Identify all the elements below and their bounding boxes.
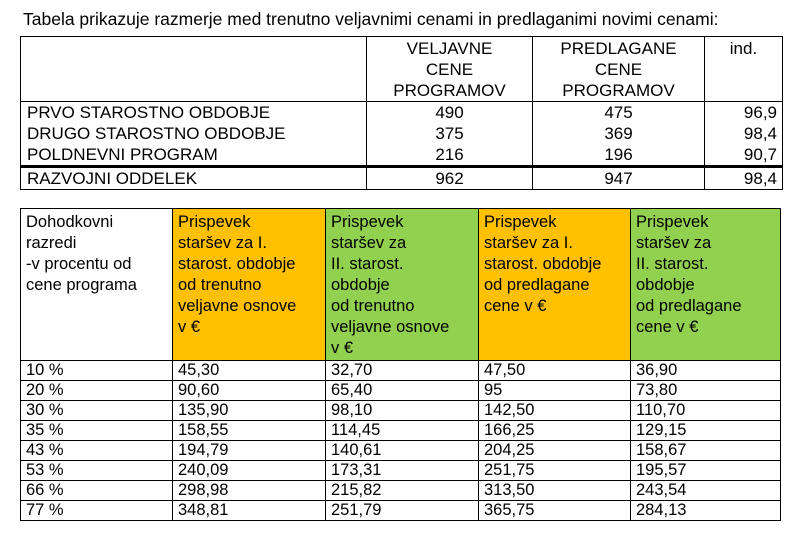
first-age-current-cell: 158,55: [173, 421, 326, 441]
table-row: [21, 123, 783, 144]
income-bracket-cell: 77 %: [21, 501, 173, 521]
table-row: [21, 381, 781, 401]
row-label: POLDNEVNI PROGRAM: [21, 144, 367, 167]
table-row: [21, 441, 781, 461]
second-age-current-cell: 65,40: [326, 381, 479, 401]
current-price: 216: [367, 144, 533, 167]
price-index: 98,4: [705, 167, 783, 190]
proposed-price: 475: [533, 102, 705, 124]
first-age-proposed-cell: 365,75: [479, 501, 631, 521]
first-age-current-cell: 135,90: [173, 401, 326, 421]
table-row: [21, 501, 781, 521]
price-index: 90,7: [705, 144, 783, 167]
first-age-proposed-cell: 47,50: [479, 361, 631, 381]
price-comparison-table: [20, 36, 783, 190]
first-age-current-cell: 348,81: [173, 501, 326, 521]
first-age-proposed-cell: 142,50: [479, 401, 631, 421]
second-age-current-cell: 98,10: [326, 401, 479, 421]
second-age-proposed-cell: 158,67: [631, 441, 781, 461]
second-age-proposed-cell: 284,13: [631, 501, 781, 521]
proposed-price: 196: [533, 144, 705, 167]
income-bracket-cell: 35 %: [21, 421, 173, 441]
income-bracket-cell: 30 %: [21, 401, 173, 421]
table-caption: Tabela prikazuje razmerje med trenutno veljavnimi cenami in predlaganimi novimi cenami:: [23, 9, 719, 29]
header-cell-empty: [21, 37, 367, 102]
table-row: [21, 401, 781, 421]
first-age-proposed-cell: 204,25: [479, 441, 631, 461]
row-label: RAZVOJNI ODDELEK: [21, 167, 367, 190]
table-row: [21, 461, 781, 481]
table-row: [21, 102, 783, 124]
second-age-proposed-cell: 243,54: [631, 481, 781, 501]
first-age-current-cell: 240,09: [173, 461, 326, 481]
parent-contribution-table: [20, 208, 781, 521]
price-index: 96,9: [705, 102, 783, 124]
second-age-current-cell: 114,45: [326, 421, 479, 441]
second-age-current-cell: 173,31: [326, 461, 479, 481]
header-first-age-proposed: Prispevek staršev za I. starost. obdobje od predlagane cene v €: [479, 209, 631, 361]
header-current-prices: VELJAVNE CENE PROGRAMOV: [367, 37, 533, 102]
income-bracket-cell: 10 %: [21, 361, 173, 381]
current-price: 375: [367, 123, 533, 144]
table-header-row: [21, 209, 781, 361]
second-age-proposed-cell: 73,80: [631, 381, 781, 401]
income-bracket-cell: 66 %: [21, 481, 173, 501]
second-age-current-cell: 140,61: [326, 441, 479, 461]
table-row: [21, 361, 781, 381]
first-age-proposed-cell: 251,75: [479, 461, 631, 481]
current-price: 490: [367, 102, 533, 124]
proposed-price: 947: [533, 167, 705, 190]
table-row: [21, 421, 781, 441]
first-age-proposed-cell: 95: [479, 381, 631, 401]
table-row: [21, 167, 783, 190]
income-bracket-cell: 43 %: [21, 441, 173, 461]
header-proposed-prices: PREDLAGANE CENE PROGRAMOV: [533, 37, 705, 102]
first-age-current-cell: 90,60: [173, 381, 326, 401]
first-age-current-cell: 298,98: [173, 481, 326, 501]
row-label: PRVO STAROSTNO OBDOBJE: [21, 102, 367, 124]
income-bracket-cell: 53 %: [21, 461, 173, 481]
second-age-proposed-cell: 195,57: [631, 461, 781, 481]
table-header-row: [21, 37, 783, 102]
second-age-proposed-cell: 129,15: [631, 421, 781, 441]
second-age-current-cell: 215,82: [326, 481, 479, 501]
price-index: 98,4: [705, 123, 783, 144]
table-row: [21, 481, 781, 501]
second-age-proposed-cell: 36,90: [631, 361, 781, 381]
header-income-brackets: Dohodkovni razredi -v procentu od cene programa: [21, 209, 173, 361]
second-age-proposed-cell: 110,70: [631, 401, 781, 421]
first-age-proposed-cell: 166,25: [479, 421, 631, 441]
first-age-current-cell: 45,30: [173, 361, 326, 381]
header-index: ind.: [705, 37, 783, 102]
header-second-age-proposed: Prispevek staršev za II. starost. obdobje od predlagane cene v €: [631, 209, 781, 361]
first-age-current-cell: 194,79: [173, 441, 326, 461]
second-age-current-cell: 32,70: [326, 361, 479, 381]
proposed-price: 369: [533, 123, 705, 144]
header-second-age-current: Prispevek staršev za II. starost. obdobje od trenutno veljavne osnove v €: [326, 209, 479, 361]
first-age-proposed-cell: 313,50: [479, 481, 631, 501]
second-age-current-cell: 251,79: [326, 501, 479, 521]
header-first-age-current: Prispevek staršev za I. starost. obdobje od trenutno veljavne osnove v €: [173, 209, 326, 361]
current-price: 962: [367, 167, 533, 190]
income-bracket-cell: 20 %: [21, 381, 173, 401]
row-label: DRUGO STAROSTNO OBDOBJE: [21, 123, 367, 144]
table-row: [21, 144, 783, 167]
